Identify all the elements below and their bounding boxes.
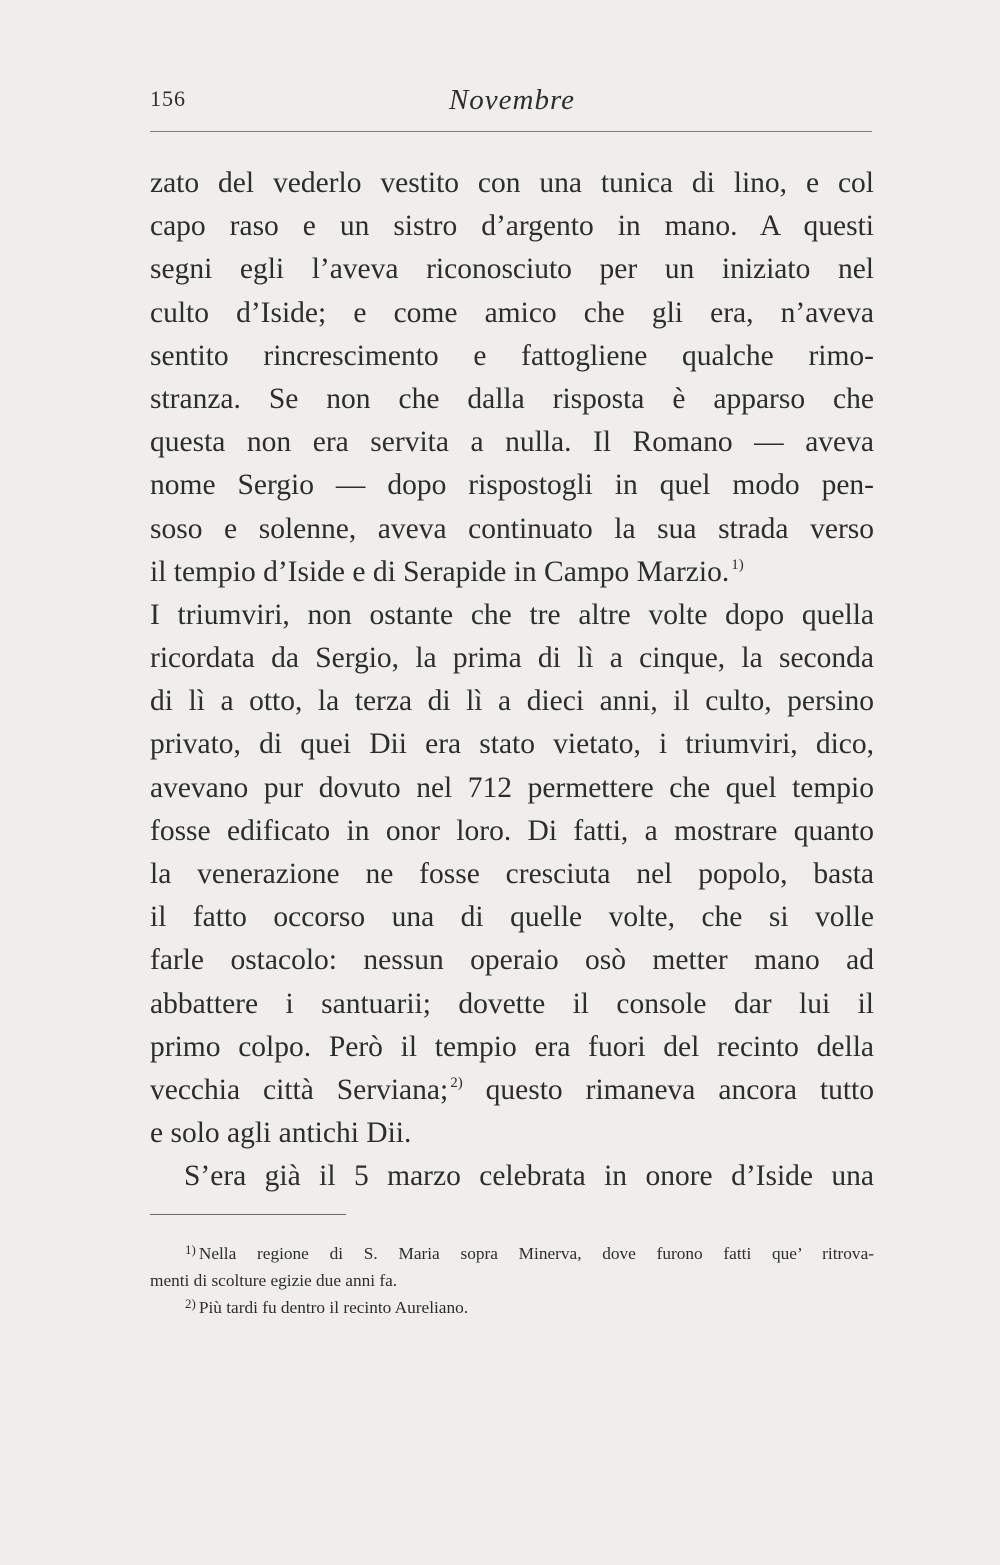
footnote-text: Più tardi fu dentro il recinto Aureliano. xyxy=(198,1298,469,1317)
footnote-mark: 1) xyxy=(185,1242,196,1257)
text-line: questa non era servita a nulla. Il Romano — aveva xyxy=(150,426,874,459)
text-line: zato del vederlo vestito con una tunica di lino, e col xyxy=(150,167,874,199)
text-line: culto d’Iside; e come amico che gli era, n’aveva xyxy=(150,296,874,329)
text-line: di lì a otto, la terza di lì a dieci anni, il culto, persino xyxy=(150,685,874,718)
text-line: abbattere i santuarii; dovette il console dar lui il xyxy=(150,987,874,1020)
text-line: avevano pur dovuto nel 712 permettere che quel tempio xyxy=(150,771,874,804)
text-line: la venerazione ne fosse cresciuta nel popolo, basta xyxy=(150,858,874,890)
footnote-text: Nella regione di S. Maria sopra Minerva, dove furono fatti que’ ritrova- xyxy=(198,1244,874,1263)
footnote-rule xyxy=(150,1214,346,1215)
page-number: 156 xyxy=(150,86,186,111)
header-rule xyxy=(150,131,872,132)
footnote-reference: 1) xyxy=(731,556,744,573)
text-line: nome Sergio — dopo rispostogli in quel modo pen- xyxy=(150,469,874,502)
text-line: primo colpo. Però il tempio era fuori del recinto della xyxy=(150,1030,874,1063)
text-line: fosse edificato in onor loro. Di fatti, a mostrare quanto xyxy=(150,814,874,847)
running-title: Novembre xyxy=(448,84,576,116)
text-line: soso e solenne, aveva continuato la sua strada verso xyxy=(150,512,874,545)
footnote-2 xyxy=(150,1294,874,1321)
footnote-reference: 2) xyxy=(450,1074,463,1091)
text-line: farle ostacolo: nessun operaio osò metter mano ad xyxy=(150,944,874,977)
text-line: stranza. Se non che dalla risposta è apparso che xyxy=(150,382,874,415)
text-line xyxy=(150,1069,874,1112)
text-line-continuation: questo rimaneva ancora tutto xyxy=(485,1073,875,1106)
text-line: sentito rincrescimento e fattogliene qualche rimo- xyxy=(150,339,874,372)
body-text xyxy=(150,162,874,1199)
footnote-1-continuation: menti di scolture egizie due anni fa. xyxy=(150,1271,398,1290)
text-line xyxy=(150,551,874,594)
text-line-content: vecchia città Serviana; xyxy=(150,1073,449,1106)
footnotes xyxy=(150,1240,874,1321)
text-line: e solo agli antichi Dii. xyxy=(150,1117,412,1150)
text-line: privato, di quei Dii era stato vietato, i triumviri, dico, xyxy=(150,728,874,761)
text-line: I triumviri, non ostante che tre altre volte dopo quella xyxy=(150,598,874,631)
footnote-1 xyxy=(150,1240,874,1267)
text-line: capo raso e un sistro d’argento in mano. A questi xyxy=(150,210,874,243)
text-line: ricordata da Sergio, la prima di lì a cinque, la seconda xyxy=(150,642,874,675)
footnote-mark: 2) xyxy=(185,1296,196,1311)
text-line: segni egli l’aveva riconosciuto per un iniziato nel xyxy=(150,253,874,286)
page-header xyxy=(150,86,874,116)
text-line: il fatto occorso una di quelle volte, che si volle xyxy=(150,901,874,934)
text-line-content: il tempio d’Iside e di Serapide in Campo Marzio. xyxy=(150,555,730,588)
text-line: S’era già il 5 marzo celebrata in onore d’Iside una xyxy=(184,1160,874,1193)
